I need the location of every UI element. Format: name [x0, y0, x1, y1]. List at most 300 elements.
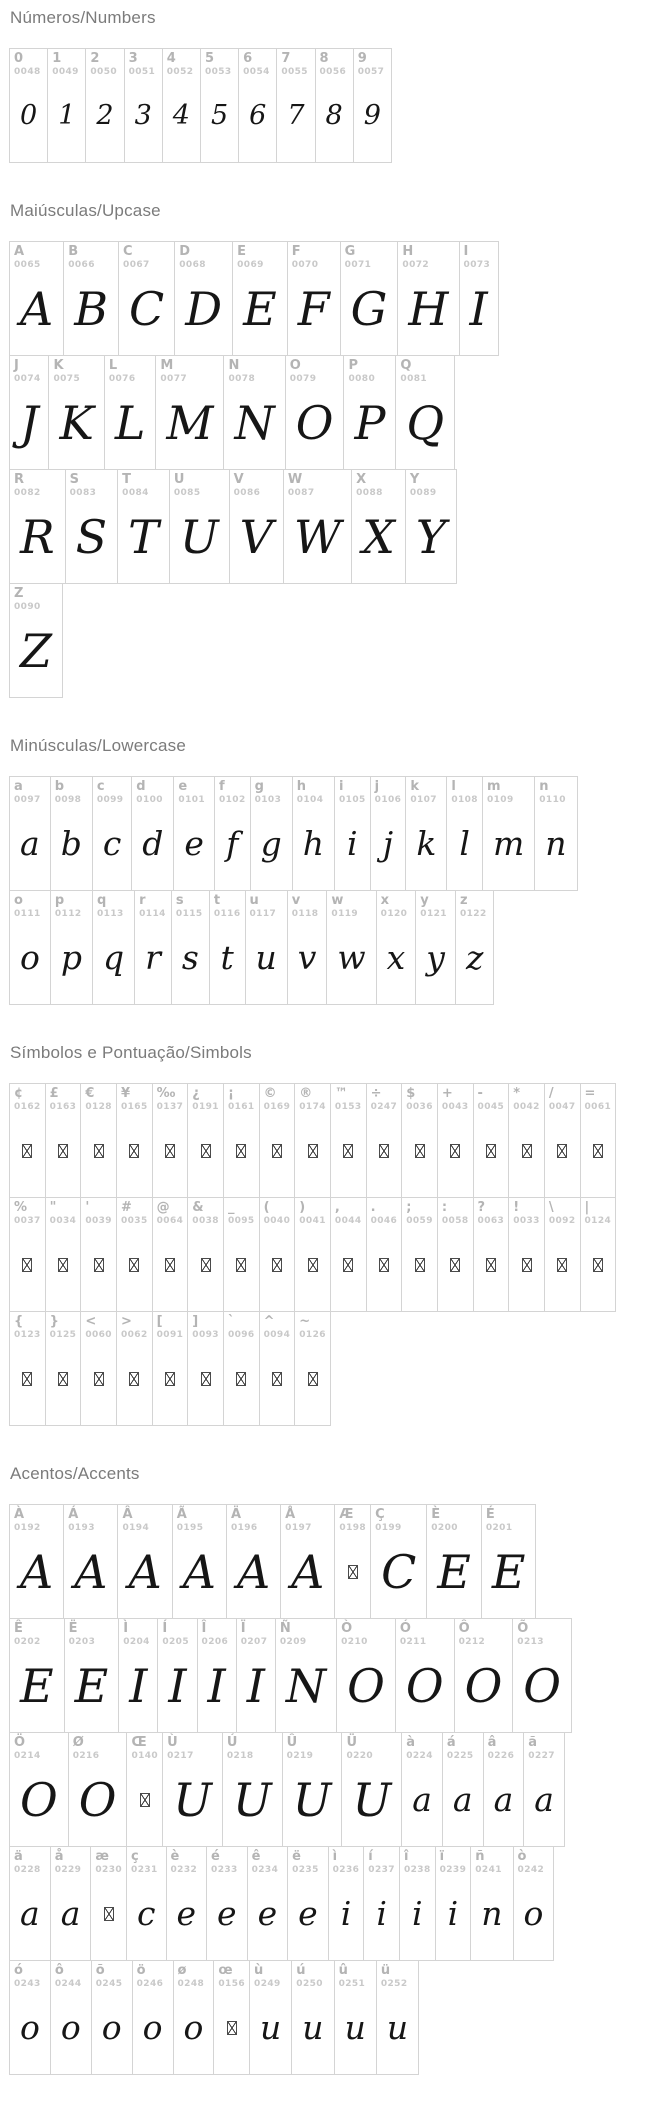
glyph-cell: [580, 1197, 617, 1312]
unicode-decimal-code: 0086: [233, 487, 261, 498]
glyph-preview-area: [46, 1340, 81, 1425]
unicode-decimal-code: 0140: [131, 1750, 159, 1761]
character-label: ñ: [475, 1849, 485, 1864]
glyph-preview-area: [331, 1226, 366, 1311]
cell-header: [335, 777, 370, 805]
glyph-cell: [366, 1197, 403, 1312]
unicode-decimal-code: 0049: [52, 66, 79, 77]
character-label: ¡: [227, 1086, 234, 1101]
character-label: 5: [204, 51, 214, 66]
glyph-preview: n: [481, 1894, 503, 1934]
unicode-decimal-code: 0094: [263, 1329, 291, 1340]
glyph-preview: x: [386, 938, 406, 978]
unicode-decimal-code: 0174: [299, 1101, 326, 1112]
cell-header: [335, 1961, 376, 1989]
character-label: Î: [201, 1621, 207, 1636]
character-label: n: [539, 779, 549, 794]
unicode-decimal-code: 0053: [204, 66, 232, 77]
glyph-cell: [152, 1197, 189, 1312]
glyph-cell: [47, 48, 86, 163]
glyph-cell: [287, 890, 328, 1005]
unicode-decimal-code: 0055: [281, 66, 308, 77]
glyph-preview-area: [10, 1647, 64, 1732]
glyph-cell: [9, 583, 63, 698]
character-label: Æ: [339, 1507, 354, 1522]
character-label: ô: [54, 1963, 64, 1978]
glyph-preview-area: [224, 1226, 259, 1311]
unicode-decimal-code: 0062: [120, 1329, 148, 1340]
glyph-preview-area: [295, 1340, 330, 1425]
character-label: u: [249, 893, 259, 908]
cell-header: [371, 1505, 426, 1533]
missing-glyph-box: [343, 1144, 353, 1158]
glyph-preview: b: [60, 824, 82, 864]
cell-header: [117, 1312, 152, 1340]
glyph-preview: a: [20, 824, 40, 864]
cell-header: [158, 1619, 196, 1647]
cell-header: [224, 356, 284, 384]
glyph-preview: i: [412, 1894, 423, 1934]
unicode-decimal-code: 0078: [228, 373, 256, 384]
unicode-decimal-code: 0204: [123, 1636, 150, 1647]
cell-header: [119, 242, 174, 270]
unicode-decimal-code: 0097: [14, 794, 41, 805]
glyph-cell: [426, 1504, 482, 1619]
cell-header: [482, 1505, 536, 1533]
glyph-cell: [287, 241, 341, 356]
glyph-cell: [214, 776, 251, 891]
unicode-decimal-code: 0108: [451, 794, 478, 805]
character-label: ': [85, 1200, 90, 1215]
glyph-preview: I: [168, 1658, 187, 1713]
unicode-decimal-code: 0210: [341, 1636, 368, 1647]
character-label: d: [136, 779, 146, 794]
glyph-preview-area: [133, 1989, 173, 2074]
glyph-cell: [276, 48, 315, 163]
character-label: W: [287, 472, 303, 487]
unicode-decimal-code: 0198: [339, 1522, 367, 1533]
unicode-decimal-code: 0035: [120, 1215, 148, 1226]
glyph-preview: O: [347, 1658, 385, 1713]
character-label: k: [410, 779, 419, 794]
character-label: é: [211, 1849, 220, 1864]
unicode-decimal-code: 0228: [14, 1864, 41, 1875]
unicode-decimal-code: 0251: [338, 1978, 366, 1989]
unicode-decimal-code: 0201: [485, 1522, 513, 1533]
glyph-preview-area: [371, 1533, 426, 1618]
cell-header: [367, 1084, 402, 1112]
glyph-preview: e: [298, 1894, 318, 1934]
glyph-preview-area: [281, 1533, 334, 1618]
cell-header: [406, 777, 446, 805]
character-label: U: [173, 472, 185, 487]
glyph-preview: 2: [96, 100, 114, 132]
unicode-decimal-code: 0080: [348, 373, 376, 384]
glyph-preview: U: [232, 1772, 272, 1827]
glyph-preview: a: [412, 1780, 432, 1820]
character-label: ã: [528, 1735, 538, 1750]
glyph-preview-area: [46, 1226, 81, 1311]
glyph-preview-area: [331, 1112, 366, 1197]
character-label: \: [548, 1200, 554, 1215]
glyph-cell: [294, 1311, 331, 1426]
glyph-preview: a: [60, 1894, 81, 1934]
unicode-decimal-code: 0247: [370, 1101, 398, 1112]
glyph-preview-area: [65, 1647, 119, 1732]
cell-header: [210, 891, 245, 919]
character-label: £: [49, 1086, 59, 1101]
glyph-cell: [330, 1197, 367, 1312]
glyph-row: [10, 1084, 661, 1198]
glyph-preview: W: [293, 509, 342, 564]
cell-header: [260, 1084, 295, 1112]
unicode-decimal-code: 0063: [477, 1215, 505, 1226]
glyph-preview-area: [277, 77, 314, 162]
character-label: Q: [400, 358, 412, 373]
cell-header: [250, 1961, 291, 1989]
glyph-cell: [209, 890, 246, 1005]
character-label: Ë: [68, 1621, 78, 1636]
character-label: €: [85, 1086, 95, 1101]
cell-header: [93, 891, 134, 919]
cell-header: [402, 1198, 437, 1226]
glyph-preview-area: [170, 498, 229, 583]
cell-header: [156, 356, 223, 384]
character-label: F: [291, 244, 301, 259]
unicode-decimal-code: 0087: [287, 487, 315, 498]
glyph-preview-area: [483, 805, 534, 890]
glyph-cell: [287, 1846, 329, 1961]
missing-glyph-box: [58, 1144, 68, 1158]
unicode-decimal-code: 0202: [14, 1636, 41, 1647]
unicode-decimal-code: 0038: [192, 1215, 219, 1226]
character-label: Œ: [131, 1735, 147, 1750]
glyph-cell: [508, 1197, 545, 1312]
glyph-cell: [328, 1846, 365, 1961]
glyph-cell: [442, 1732, 484, 1847]
unicode-decimal-code: 0237: [368, 1864, 395, 1875]
glyph-preview: A: [182, 1544, 216, 1599]
cell-header: [535, 777, 576, 805]
glyph-preview-area: [260, 1226, 295, 1311]
glyph-preview-area: [214, 1989, 249, 2074]
missing-glyph-box: [22, 1144, 32, 1158]
glyph-cell: [523, 1732, 565, 1847]
cell-header: [456, 891, 493, 919]
unicode-decimal-code: 0073: [463, 259, 491, 270]
unicode-decimal-code: 0123: [14, 1329, 41, 1340]
unicode-decimal-code: 0041: [299, 1215, 326, 1226]
cell-header: [188, 1084, 223, 1112]
unicode-decimal-code: 0091: [156, 1329, 184, 1340]
glyph-row: [10, 1961, 661, 2075]
glyph-cell: [171, 890, 210, 1005]
glyph-cell: [157, 1618, 197, 1733]
glyph-preview-area: [352, 498, 405, 583]
unicode-decimal-code: 0236: [332, 1864, 360, 1875]
glyph-preview-area: [51, 1875, 91, 1960]
glyph-preview-area: [471, 1875, 512, 1960]
cell-header: [163, 1733, 222, 1761]
cell-header: [524, 1733, 564, 1761]
glyph-preview: o: [523, 1894, 544, 1934]
glyph-preview: A: [291, 1544, 325, 1599]
glyph-cell: [275, 1618, 337, 1733]
cell-header: [153, 1312, 188, 1340]
unicode-decimal-code: 0061: [584, 1101, 612, 1112]
glyph-cell: [152, 1083, 189, 1198]
character-label: e: [178, 779, 188, 794]
glyph-preview: 1: [58, 100, 76, 132]
cell-header: [10, 891, 50, 919]
glyph-preview-area: [402, 1761, 442, 1846]
missing-glyph-box: [308, 1372, 318, 1386]
unicode-decimal-code: 0101: [178, 794, 206, 805]
character-label: ó: [14, 1963, 23, 1978]
character-label: ë: [292, 1849, 301, 1864]
cell-header: [295, 1084, 330, 1112]
cell-header: [402, 1084, 437, 1112]
cell-header: [132, 777, 173, 805]
glyph-preview: o: [101, 2008, 122, 2048]
cell-header: [484, 1733, 524, 1761]
unicode-decimal-code: 0039: [85, 1215, 112, 1226]
character-label: à: [406, 1735, 415, 1750]
glyph-preview: v: [297, 938, 317, 978]
glyph-preview: R: [20, 509, 55, 564]
unicode-decimal-code: 0112: [54, 908, 82, 919]
glyph-preview: q: [103, 938, 125, 978]
character-label: w: [331, 893, 344, 908]
cell-header: [474, 1084, 509, 1112]
glyph-preview: D: [185, 281, 223, 336]
glyph-preview-area: [188, 1340, 223, 1425]
unicode-decimal-code: 0235: [292, 1864, 319, 1875]
glyph-grid: [10, 1505, 661, 2075]
glyph-preview-area: [514, 1875, 554, 1960]
unicode-decimal-code: 0064: [156, 1215, 184, 1226]
glyph-cell: [415, 890, 456, 1005]
glyph-preview: A: [20, 1544, 54, 1599]
character-label: 7: [281, 51, 291, 66]
cell-header: [327, 891, 375, 919]
character-label: +: [441, 1086, 453, 1101]
glyph-preview-area: [135, 919, 171, 1004]
glyph-cell: [223, 1083, 260, 1198]
character-label: û: [338, 1963, 348, 1978]
character-label: ;: [406, 1200, 412, 1215]
glyph-cell: [187, 1197, 224, 1312]
glyph-row: [10, 242, 661, 356]
glyph-preview-area: [10, 1533, 63, 1618]
missing-glyph-box: [450, 1144, 460, 1158]
glyph-cell: [353, 48, 392, 163]
character-label: À: [14, 1507, 25, 1522]
glyph-cell: [363, 1846, 400, 1961]
unicode-decimal-code: 0195: [176, 1522, 204, 1533]
unicode-decimal-code: 0042: [513, 1101, 540, 1112]
character-label: Ü: [346, 1735, 357, 1750]
glyph-preview: o: [20, 938, 40, 978]
unicode-decimal-code: 0226: [487, 1750, 515, 1761]
character-label: 3: [128, 51, 138, 66]
glyph-preview: u: [302, 2008, 324, 2048]
cell-header: [455, 1619, 513, 1647]
glyph-row: [10, 1847, 661, 1961]
glyph-cell: [229, 469, 284, 584]
missing-glyph-box: [165, 1258, 175, 1272]
glyph-cell: [116, 1197, 153, 1312]
glyph-cell: [482, 776, 535, 891]
character-label: _: [227, 1200, 235, 1215]
glyph-preview-area: [456, 919, 493, 1004]
glyph-cell: [334, 776, 371, 891]
glyph-preview-area: [250, 1989, 291, 2074]
glyph-cell: [118, 241, 175, 356]
glyph-preview-area: [295, 1226, 330, 1311]
glyph-preview-area: [246, 919, 287, 1004]
character-label: ™: [334, 1086, 348, 1101]
glyph-preview-area: [153, 1112, 188, 1197]
unicode-decimal-code: 0119: [331, 908, 359, 919]
cell-header: [406, 470, 456, 498]
glyph-preview: d: [142, 824, 164, 864]
glyph-preview-area: [48, 77, 85, 162]
missing-glyph-box: [140, 1793, 150, 1807]
glyph-cell: [405, 469, 457, 584]
unicode-decimal-code: 0242: [517, 1864, 545, 1875]
cell-header: [10, 1733, 68, 1761]
glyph-preview: I: [469, 281, 488, 336]
unicode-decimal-code: 0065: [14, 259, 41, 270]
unicode-decimal-code: 0043: [441, 1101, 469, 1112]
cell-header: [69, 1733, 127, 1761]
glyph-preview-area: [251, 805, 292, 890]
glyph-preview-area: [335, 1989, 376, 2074]
section-numbers: [10, 8, 661, 163]
glyph-cell: [370, 1504, 427, 1619]
glyph-preview-area: [443, 1761, 483, 1846]
cell-header: [135, 891, 171, 919]
cell-header: [65, 1619, 119, 1647]
glyph-cell: [340, 241, 399, 356]
glyph-preview-area: [239, 77, 276, 162]
cell-header: [342, 1733, 401, 1761]
glyph-preview: u: [386, 2008, 409, 2048]
glyph-preview-area: [513, 1647, 571, 1732]
missing-glyph-box: [22, 1258, 32, 1272]
unicode-decimal-code: 0069: [237, 259, 264, 270]
unicode-decimal-code: 0137: [156, 1101, 184, 1112]
unicode-decimal-code: 0227: [528, 1750, 555, 1761]
character-label: 0: [14, 51, 24, 66]
missing-glyph-box: [308, 1258, 318, 1272]
glyph-preview-area: [69, 1761, 127, 1846]
unicode-decimal-code: 0051: [128, 66, 156, 77]
glyph-cell: [152, 1311, 189, 1426]
cell-header: [292, 1961, 333, 1989]
missing-glyph-box: [201, 1372, 211, 1386]
cell-header: [51, 1847, 91, 1875]
character-label: í: [368, 1849, 373, 1864]
cell-header: [10, 1312, 45, 1340]
glyph-row: [10, 1619, 661, 1733]
character-label: q: [97, 893, 107, 908]
unicode-decimal-code: 0244: [54, 1978, 82, 1989]
glyph-preview-area: [51, 805, 92, 890]
cell-header: [337, 1619, 395, 1647]
glyph-preview-area: [163, 1761, 222, 1846]
unicode-decimal-code: 0076: [108, 373, 136, 384]
glyph-cell: [397, 241, 459, 356]
glyph-preview: H: [408, 281, 449, 336]
cell-header: [377, 891, 416, 919]
glyph-preview: U: [173, 1772, 212, 1827]
unicode-decimal-code: 0192: [14, 1522, 41, 1533]
glyph-preview-area: [10, 498, 65, 583]
glyph-preview-area: [335, 1533, 370, 1618]
character-label: i: [339, 779, 344, 794]
character-label: Ê: [14, 1621, 23, 1636]
unicode-decimal-code: 0197: [285, 1522, 312, 1533]
character-label: Ó: [399, 1621, 411, 1636]
cell-header: [172, 891, 209, 919]
cell-header: [91, 1847, 126, 1875]
glyph-cell: [45, 1197, 82, 1312]
glyph-preview-area: [283, 1761, 342, 1846]
character-label: &: [192, 1200, 204, 1215]
cell-header: [471, 1847, 512, 1875]
glyph-preview: G: [350, 281, 388, 336]
glyph-preview: U: [292, 1772, 332, 1827]
glyph-preview-area: [482, 1533, 536, 1618]
glyph-cell: [351, 469, 406, 584]
glyph-preview-area: [396, 1647, 454, 1732]
glyph-preview: E: [243, 281, 277, 336]
glyph-preview-area: [46, 1112, 81, 1197]
character-label: #: [120, 1200, 132, 1215]
glyph-preview-area: [10, 612, 62, 697]
unicode-decimal-code: 0048: [14, 66, 41, 77]
cell-header: [281, 1505, 334, 1533]
cell-header: [127, 1847, 165, 1875]
glyph-cell: [9, 1197, 46, 1312]
cell-header: [10, 1619, 64, 1647]
cell-header: [188, 1198, 223, 1226]
glyph-cell: [454, 1618, 514, 1733]
glyph-cell: [116, 1083, 153, 1198]
glyph-cell: [132, 1960, 174, 2075]
cell-header: [10, 49, 47, 77]
glyph-preview-area: [364, 1875, 399, 1960]
glyph-preview: m: [492, 824, 525, 864]
character-label: z: [459, 893, 468, 908]
cell-header: [514, 1847, 554, 1875]
unicode-decimal-code: 0162: [14, 1101, 41, 1112]
cell-header: [86, 49, 123, 77]
character-label: .: [370, 1200, 376, 1215]
glyph-cell: [280, 1504, 335, 1619]
glyph-preview-area: [316, 77, 353, 162]
glyph-preview: J: [20, 395, 39, 450]
missing-glyph-box: [129, 1258, 139, 1272]
glyph-cell: [236, 1618, 276, 1733]
character-label: |: [584, 1200, 590, 1215]
glyph-cell: [155, 355, 224, 470]
cell-header: [331, 1198, 366, 1226]
character-label: Ã: [176, 1507, 187, 1522]
missing-glyph-box: [593, 1258, 603, 1272]
